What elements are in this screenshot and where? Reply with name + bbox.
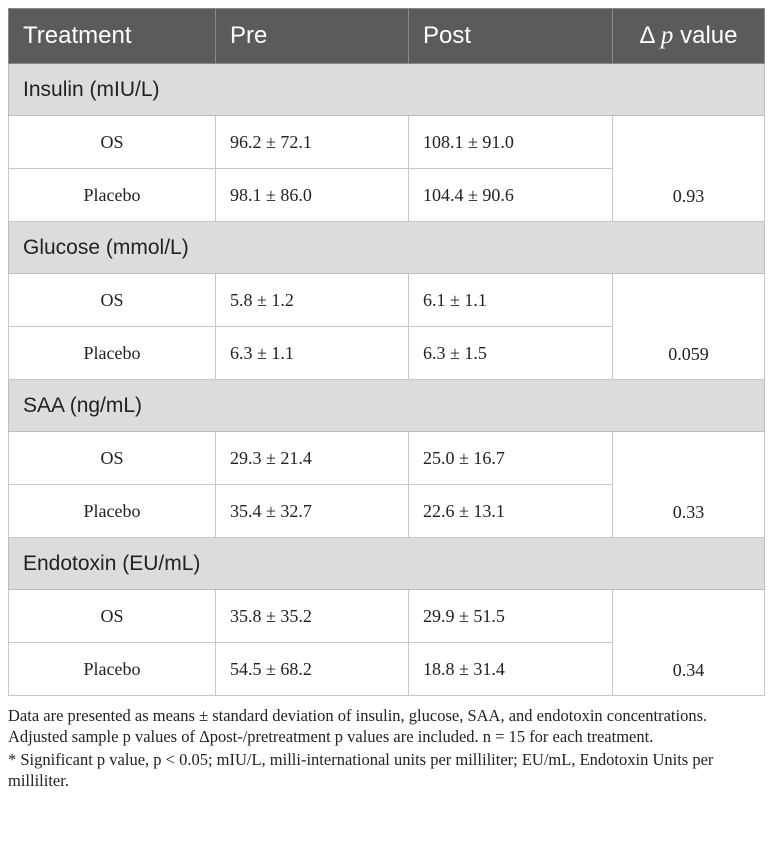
- post-cell: 6.1 ± 1.1: [409, 274, 613, 327]
- treatment-cell: OS: [9, 432, 216, 485]
- post-cell: 6.3 ± 1.5: [409, 327, 613, 380]
- post-cell: 18.8 ± 31.4: [409, 643, 613, 696]
- header-p-value: [613, 9, 765, 64]
- header-pre: Pre: [216, 9, 409, 64]
- header-p-delta: Δ: [639, 22, 655, 49]
- p-value-cell: 0.059: [613, 274, 765, 380]
- pre-cell: 96.2 ± 72.1: [216, 116, 409, 169]
- treatment-cell: OS: [9, 590, 216, 643]
- pre-cell: 98.1 ± 86.0: [216, 169, 409, 222]
- header-treatment: Treatment: [9, 9, 216, 64]
- post-cell: 108.1 ± 91.0: [409, 116, 613, 169]
- treatment-cell: Placebo: [9, 327, 216, 380]
- results-table: [8, 8, 765, 696]
- header-p-suffix: value: [680, 22, 738, 49]
- pre-cell: 35.8 ± 35.2: [216, 590, 409, 643]
- header-post: Post: [409, 9, 613, 64]
- pre-cell: 5.8 ± 1.2: [216, 274, 409, 327]
- group-label: Insulin (mIU/L): [9, 64, 765, 116]
- pre-cell: 6.3 ± 1.1: [216, 327, 409, 380]
- footnote-significance: * Significant p value, p < 0.05; mIU/L, milli-international units per milliliter; EU/mL, Endotoxin Units per milliliter.: [8, 750, 714, 790]
- table-row: [9, 432, 765, 485]
- p-value-cell: 0.93: [613, 116, 765, 222]
- post-cell: 25.0 ± 16.7: [409, 432, 613, 485]
- pre-cell: 35.4 ± 32.7: [216, 485, 409, 538]
- group-row-saa: [9, 380, 765, 432]
- group-label: Glucose (mmol/L): [9, 222, 765, 274]
- table-row: [9, 274, 765, 327]
- treatment-cell: Placebo: [9, 643, 216, 696]
- treatment-cell: OS: [9, 116, 216, 169]
- table-footnotes: [8, 705, 764, 793]
- group-row-insulin: [9, 64, 765, 116]
- pre-cell: 29.3 ± 21.4: [216, 432, 409, 485]
- group-label: SAA (ng/mL): [9, 380, 765, 432]
- header-row: [9, 9, 765, 64]
- post-cell: 22.6 ± 13.1: [409, 485, 613, 538]
- p-value-cell: 0.34: [613, 590, 765, 696]
- group-label: Endotoxin (EU/mL): [9, 538, 765, 590]
- header-p-italic: p: [660, 22, 674, 49]
- pre-cell: 54.5 ± 68.2: [216, 643, 409, 696]
- treatment-cell: Placebo: [9, 485, 216, 538]
- treatment-cell: OS: [9, 274, 216, 327]
- p-value-cell: 0.33: [613, 432, 765, 538]
- footnote-data-description: Data are presented as means ± standard deviation of insulin, glucose, SAA, and endotoxin concentrations. Adjusted sample p values of Δpost-/pretreatment p values are included. n = 15 for each treatment.: [8, 706, 708, 746]
- table-row: [9, 590, 765, 643]
- group-row-glucose: [9, 222, 765, 274]
- post-cell: 104.4 ± 90.6: [409, 169, 613, 222]
- treatment-cell: Placebo: [9, 169, 216, 222]
- post-cell: 29.9 ± 51.5: [409, 590, 613, 643]
- group-row-endotoxin: [9, 538, 765, 590]
- table-row: [9, 116, 765, 169]
